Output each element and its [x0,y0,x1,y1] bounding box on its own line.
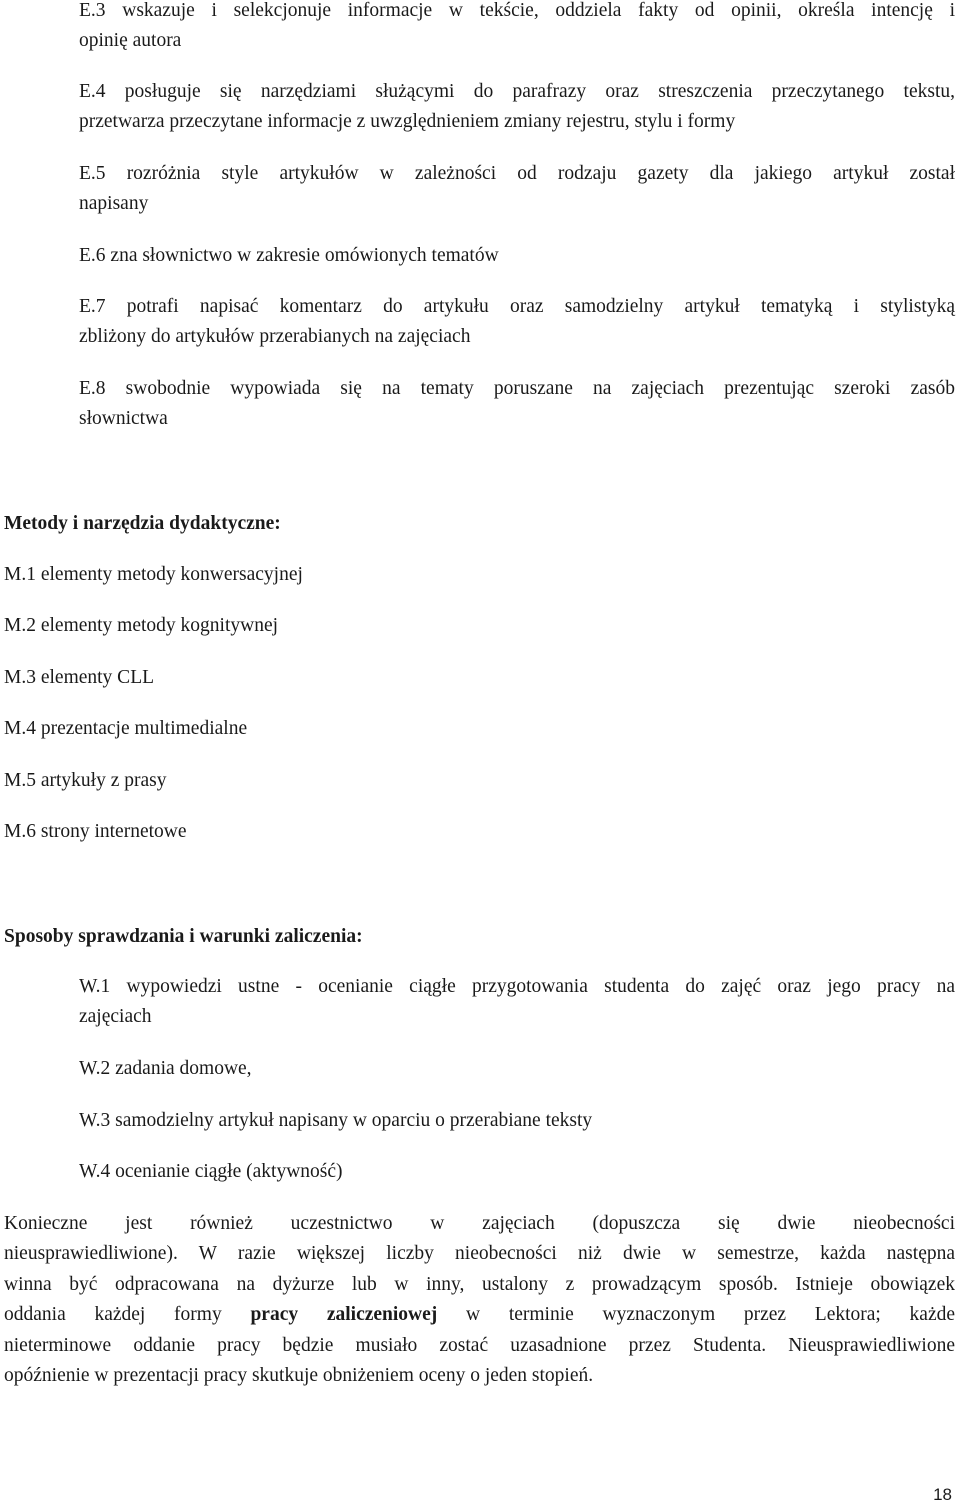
conditions-line5: nieterminowe oddanie pracy będzie musiało zostać uzasadnione przez Studenta. Nieusprawiedliwione [4,1335,955,1356]
effect-e7-line2: zbliżony do artykułów przerabianych na zajęciach [79,326,471,347]
method-item: M.3 elementy CLL [4,667,155,688]
conditions-bold-phrase: pracy zaliczeniowej [250,1304,438,1325]
conditions-line4-start: oddania każdej formy [4,1304,222,1325]
effect-e6: E.6 zna słownictwo w zakresie omówionych tematów [79,245,499,266]
method-item: M.5 artykuły z prasy [4,770,167,791]
effect-e4-line1: E.4 posługuje się narzędziami służącymi do parafrazy oraz streszczenia przeczytanego tekstu, [79,81,955,102]
conditions-line2: nieusprawiedliwione). W razie większej liczby nieobecności niż dwie w semestrze, każda następna [4,1243,955,1264]
assessment-w3: W.3 samodzielny artykuł napisany w oparciu o przerabiane teksty [79,1110,593,1131]
effect-e4-line2: przetwarza przeczytane informacje z uwzględnieniem zmiany rejestru, stylu i formy [79,111,736,132]
effect-e7-line1: E.7 potrafi napisać komentarz do artykułu oraz samodzielny artykuł tematyką i stylistyką [79,296,955,317]
assessment-w2: W.2 zadania domowe, [79,1058,252,1079]
assessment-w1-line1: W.1 wypowiedzi ustne - ocenianie ciągłe przygotowania studenta do zajęć oraz jego pracy na [79,976,955,997]
method-item: M.6 strony internetowe [4,821,187,842]
methods-heading: Metody i narzędzia dydaktyczne: [4,513,281,534]
conditions-line6: opóźnienie w prezentacji pracy skutkuje obniżeniem oceny o jeden stopień. [4,1365,594,1386]
effect-e5-line2: napisany [79,193,149,214]
assessment-w4: W.4 ocenianie ciągłe (aktywność) [79,1161,343,1182]
method-item: M.4 prezentacje multimedialne [4,718,248,739]
effect-e8-line1: E.8 swobodnie wypowiada się na tematy poruszane na zajęciach prezentując szeroki zasób [79,378,955,399]
method-item: M.1 elementy metody konwersacyjnej [4,564,303,585]
assessment-heading: Sposoby sprawdzania i warunki zaliczenia: [4,926,363,947]
effect-e3-line2: opinię autora [79,30,182,51]
conditions-line1: Konieczne jest również uczestnictwo w zajęciach (dopuszcza się dwie nieobecności [4,1213,955,1234]
effect-e8-line2: słownictwa [79,408,168,429]
method-item: M.2 elementy metody kognitywnej [4,615,279,636]
conditions-line3: winna być odpracowana na dyżurze lub w inny, ustalony z prowadzącym sposób. Istnieje obowiązek [4,1274,955,1295]
conditions-line4-end: w terminie wyznaczonym przez Lektora; każde [466,1304,956,1325]
effect-e3-line1: E.3 wskazuje i selekcjonuje informacje w tekście, oddziela fakty od opinii, określa intencję i [79,0,955,21]
page-number: 18 [933,1485,952,1504]
assessment-w1-line2: zajęciach [79,1006,152,1027]
effect-e5-line1: E.5 rozróżnia style artykułów w zależności od rodzaju gazety dla jakiego artykuł został [79,163,955,184]
